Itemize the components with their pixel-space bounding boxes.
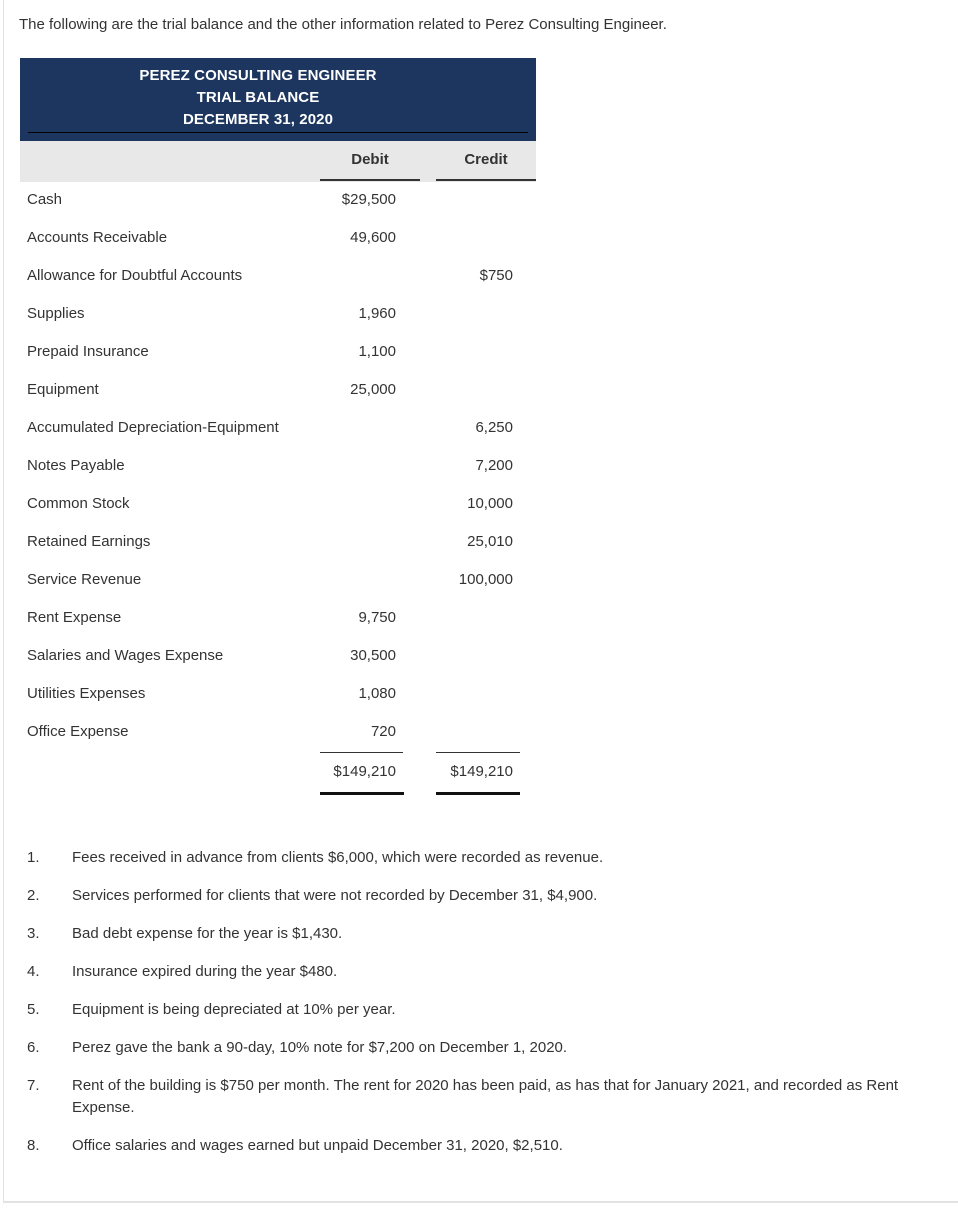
account-name: Prepaid Insurance	[27, 343, 149, 360]
credit-column-header: Credit	[464, 151, 508, 168]
header-underline	[28, 132, 528, 133]
credit-amount: 100,000	[458, 571, 513, 588]
note-text: Services performed for clients that were not recorded by December 31, $4,900.	[72, 887, 598, 904]
account-name: Allowance for Doubtful Accounts	[27, 267, 243, 284]
credit-amount: $750	[479, 267, 513, 284]
debit-header-underline	[320, 179, 420, 181]
account-name: Service Revenue	[27, 571, 142, 588]
account-name: Notes Payable	[27, 457, 125, 474]
debit-amount: $29,500	[341, 191, 396, 208]
note-text: Perez gave the bank a 90-day, 10% note for $7,200 on December 1, 2020.	[72, 1039, 568, 1056]
credit-header-underline	[436, 179, 536, 181]
account-name: Rent Expense	[27, 609, 122, 626]
note-text: Equipment is being depreciated at 10% per year.	[72, 1001, 396, 1018]
note-number: 7.	[27, 1077, 40, 1094]
debit-total: $149,210	[333, 763, 396, 780]
account-name: Utilities Expenses	[27, 685, 146, 702]
credit-amount: 7,200	[475, 457, 513, 474]
note-text: Bad debt expense for the year is $1,430.	[72, 925, 343, 942]
debit-amount: 1,960	[358, 305, 396, 322]
account-name: Cash	[27, 191, 63, 208]
account-name: Equipment	[27, 381, 99, 398]
note-number: 4.	[27, 963, 40, 980]
note-text: Insurance expired during the year $480.	[72, 963, 338, 980]
credit-total-top-rule	[436, 752, 520, 753]
debit-amount: 1,100	[358, 343, 396, 360]
credit-amount: 25,010	[467, 533, 513, 550]
debit-total-double-rule	[320, 792, 404, 795]
note-text: Fees received in advance from clients $6,000, which were recorded as revenue.	[72, 849, 604, 866]
debit-amount: 49,600	[350, 229, 396, 246]
company-name: PEREZ CONSULTING ENGINEER	[139, 67, 377, 84]
statement-date: DECEMBER 31, 2020	[182, 111, 334, 128]
note-number: 2.	[27, 887, 40, 904]
account-name: Office Expense	[27, 723, 129, 740]
debit-amount: 30,500	[350, 647, 396, 664]
credit-amount: 6,250	[475, 419, 513, 436]
credit-total: $149,210	[450, 763, 513, 780]
credit-total-double-rule	[436, 792, 520, 795]
debit-amount: 25,000	[350, 381, 396, 398]
debit-amount: 720	[370, 723, 396, 740]
note-number: 1.	[27, 849, 40, 866]
debit-total-top-rule	[320, 752, 403, 753]
debit-amount: 1,080	[358, 685, 396, 702]
intro-text: The following are the trial balance and the other information related to Perez Consulting Engineer.	[19, 16, 667, 33]
note-number: 3.	[27, 925, 40, 942]
account-name: Salaries and Wages Expense	[27, 647, 224, 664]
debit-amount: 9,750	[358, 609, 396, 626]
account-name: Accounts Receivable	[27, 229, 168, 246]
statement-title: TRIAL BALANCE	[196, 89, 320, 106]
note-number: 6.	[27, 1039, 40, 1056]
account-name: Supplies	[27, 305, 85, 322]
account-name: Accumulated Depreciation-Equipment	[27, 419, 279, 436]
note-text: Rent of the building is $750 per month. The rent for 2020 has been paid, as has that for January 2021, and recorded as Rent Expense.	[72, 1077, 899, 1116]
debit-column-header: Debit	[351, 151, 389, 168]
credit-amount: 10,000	[467, 495, 513, 512]
account-name: Retained Earnings	[27, 533, 151, 550]
note-number: 8.	[27, 1137, 40, 1154]
account-name: Common Stock	[27, 495, 130, 512]
note-number: 5.	[27, 1001, 40, 1018]
note-text: Office salaries and wages earned but unpaid December 31, 2020, $2,510.	[72, 1137, 563, 1154]
